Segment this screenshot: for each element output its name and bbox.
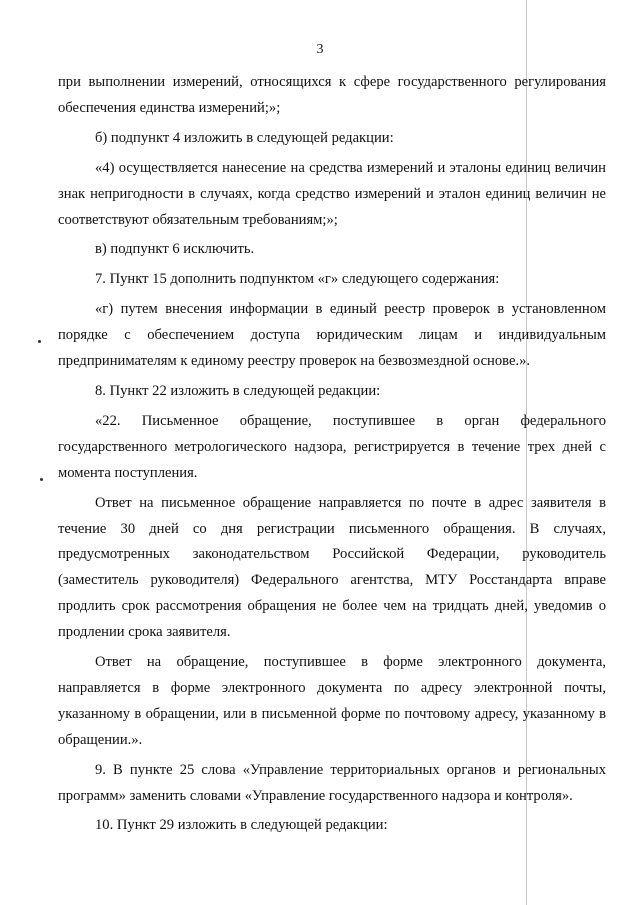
paragraph: при выполнении измерений, относящихся к сфере государственного регулирования обеспечения единства измерений;»; — [58, 74, 606, 116]
scan-artifact-dot — [40, 478, 43, 481]
paragraph: «4) осуществляется нанесение на средства измерений и эталоны единиц величин знак непригодности в случаях, когда средство измерений и эталон единиц величин не соответствуют обязательным требованиям;»; — [58, 159, 606, 228]
paragraph: 10. Пункт 29 изложить в следующей редакции: — [95, 817, 388, 834]
paragraph: 8. Пункт 22 изложить в следующей редакции: — [95, 382, 381, 399]
page-number: 3 — [316, 42, 324, 57]
paragraph: 9. В пункте 25 слова «Управление территориальных органов и региональных программ» заменить словами «Управление государственного надзора и контроля». — [58, 761, 606, 804]
paragraph: в) подпункт 6 исключить. — [95, 241, 255, 258]
paragraph: б) подпункт 4 изложить в следующей редакции: — [95, 129, 394, 146]
scan-artifact-dot — [38, 340, 41, 343]
paragraph: Ответ на обращение, поступившее в форме электронного документа, направляется в форме электронного документа по адресу электронной почты, указанному в обращении, или в письменной форме по почтовому адресу, указанному в обращении.». — [58, 654, 606, 748]
paragraph: 7. Пункт 15 дополнить подпунктом «г» следующего содержания: — [95, 271, 500, 288]
paragraph: «г) путем внесения информации в единый реестр проверок в установленном порядке с обеспечением доступа юридическим лицам и индивидуальным предпринимателям к единому реестру проверок на безвозмездной основе.». — [58, 301, 606, 370]
document-body — [58, 70, 606, 839]
paragraph: «22. Письменное обращение, поступившее в орган федерального государственного метрологического надзора, регистрируется в течение трех дней с момента поступления. — [58, 412, 606, 481]
paragraph: Ответ на письменное обращение направляется по почте в адрес заявителя в течение 30 дней со дня регистрации письменного обращения. В случаях, предусмотренных законодательством Российской Федерации, руководитель (заместитель руководителя) Федерального агентства, МТУ Росстандарта вправе продлить срок рассмотрения обращения не более чем на тридцать дней, уведомив о продлении срока заявителя. — [58, 494, 606, 641]
